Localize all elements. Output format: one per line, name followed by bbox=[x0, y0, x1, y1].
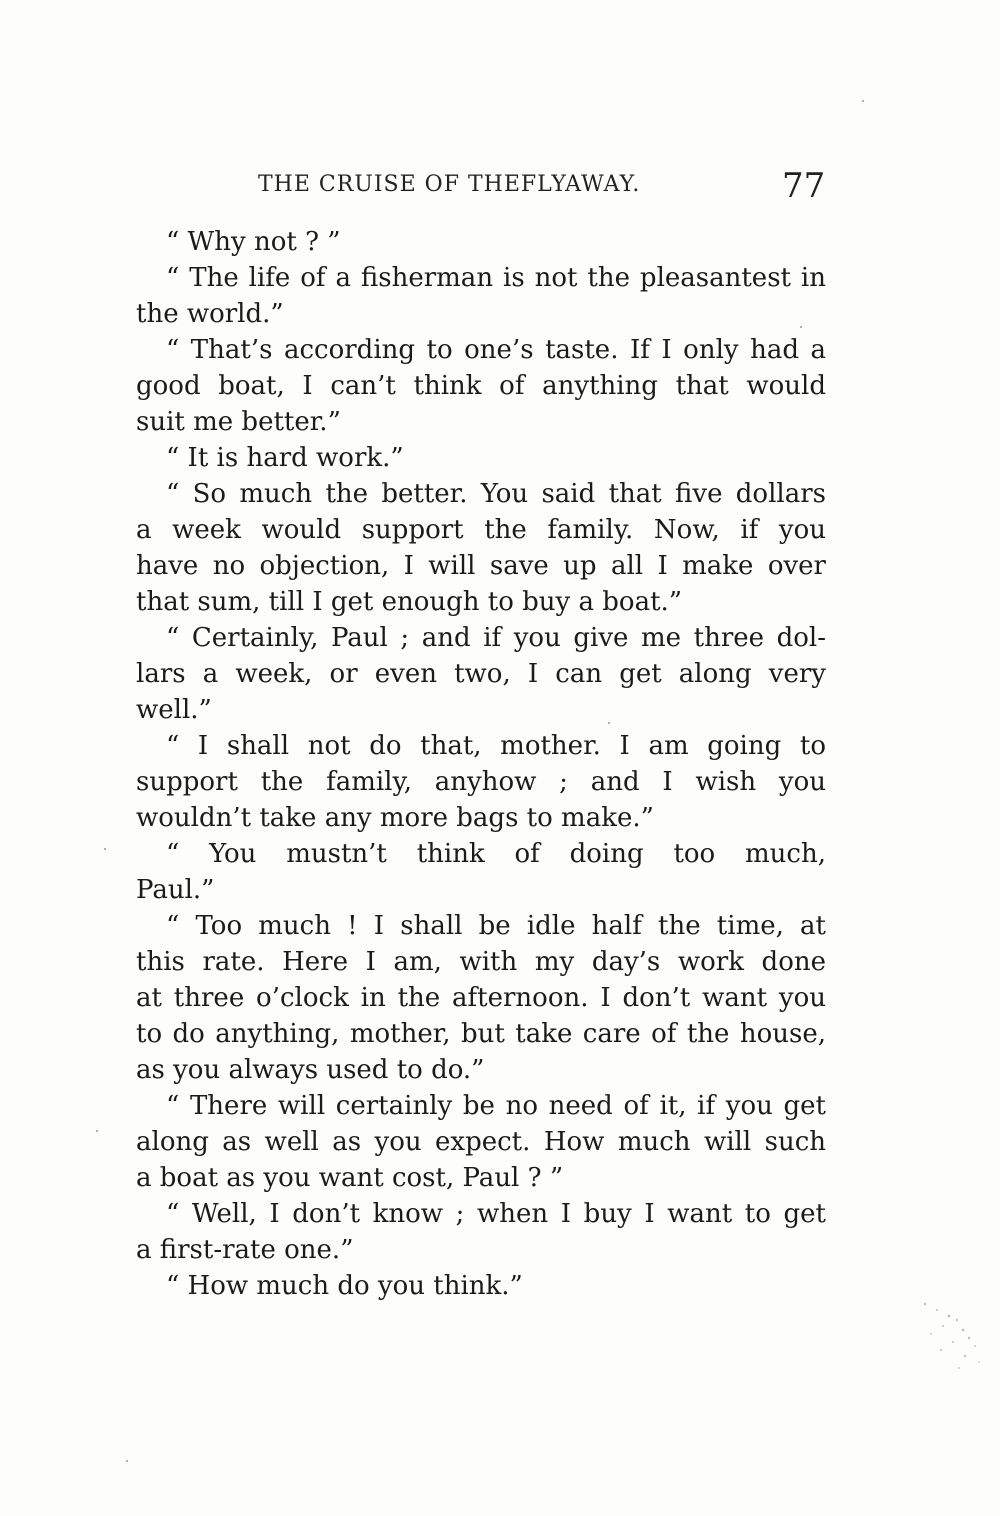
text-line: the world.” bbox=[136, 299, 284, 329]
text-line: “ The life of a fisherman is not the pleasantest in bbox=[166, 263, 826, 293]
body-text bbox=[136, 224, 826, 1304]
text-line: a first-rate one.” bbox=[136, 1235, 354, 1265]
scan-speck bbox=[96, 1130, 98, 1132]
text-line: “ How much do you think.” bbox=[166, 1271, 523, 1301]
text-line: this rate. Here I am, with my day’s work done bbox=[136, 947, 826, 977]
scan-speck bbox=[862, 100, 864, 102]
text-line: “ There will certainly be no need of it, if you get bbox=[166, 1091, 826, 1121]
scan-speck bbox=[126, 1460, 128, 1462]
text-line: well.” bbox=[136, 695, 212, 725]
text-line: “ Certainly, Paul ; and if you give me three dol- bbox=[166, 623, 826, 653]
scan-speck bbox=[608, 722, 610, 724]
text-line: a week would support the family. Now, if you bbox=[136, 515, 826, 545]
text-line: support the family, anyhow ; and I wish you bbox=[136, 767, 826, 797]
text-line: “ It is hard work.” bbox=[166, 443, 404, 473]
text-line: that sum, till I get enough to buy a boat.” bbox=[136, 587, 683, 617]
scan-smudge bbox=[905, 1290, 990, 1380]
text-line: wouldn’t take any more bags to make.” bbox=[136, 803, 654, 833]
text-line: a boat as you want cost, Paul ? ” bbox=[136, 1163, 564, 1193]
page-number: 77 bbox=[782, 166, 826, 206]
text-line: “ Too much ! I shall be idle half the time, at bbox=[166, 911, 826, 941]
scan-speck bbox=[104, 848, 106, 850]
text-line: “ You mustn’t think of doing too much, bbox=[166, 839, 826, 869]
text-line: good boat, I can’t think of anything that would bbox=[136, 371, 826, 401]
running-title: THE CRUISE OF THEFLYAWAY. bbox=[258, 172, 641, 197]
text-line: “ Why not ? ” bbox=[166, 227, 341, 257]
text-line: lars a week, or even two, I can get along very bbox=[136, 659, 826, 689]
text-line: at three o’clock in the afternoon. I don’t want you bbox=[136, 983, 826, 1013]
text-line: “ Well, I don’t know ; when I buy I want to get bbox=[166, 1199, 826, 1229]
text-line: “ So much the better. You said that five dollars bbox=[166, 479, 826, 509]
text-line: to do anything, mother, but take care of the house, bbox=[136, 1019, 826, 1049]
text-line: suit me better.” bbox=[136, 407, 341, 437]
text-line: along as well as you expect. How much will such bbox=[136, 1127, 826, 1157]
text-line: have no objection, I will save up all I make over bbox=[136, 551, 826, 581]
text-line: “ That’s according to one’s taste. If I only had a bbox=[166, 335, 826, 365]
scan-speck bbox=[800, 326, 802, 328]
text-line: as you always used to do.” bbox=[136, 1055, 485, 1085]
text-line: Paul.” bbox=[136, 875, 215, 905]
text-line: “ I shall not do that, mother. I am going to bbox=[166, 731, 826, 761]
